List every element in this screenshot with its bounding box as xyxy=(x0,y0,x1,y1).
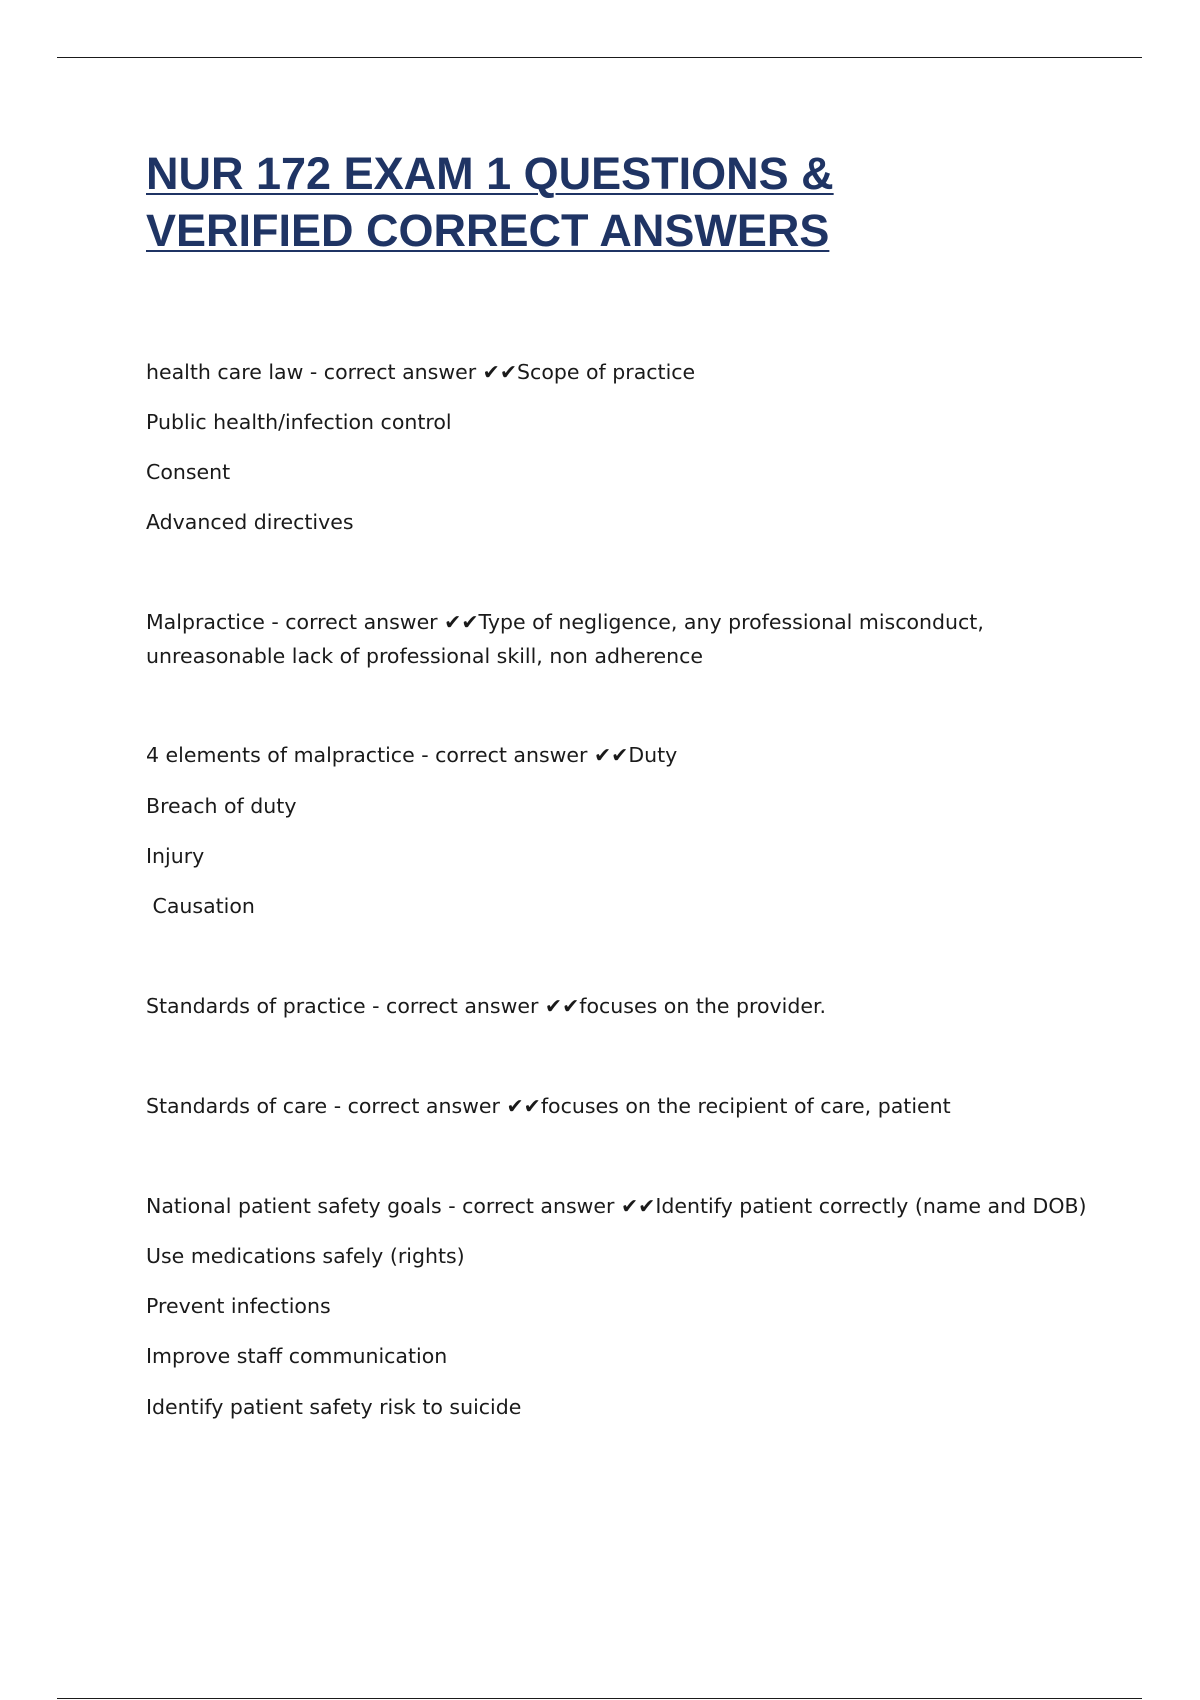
qa-answer-line: Causation xyxy=(146,894,255,918)
qa-answer: focuses on the provider. xyxy=(579,994,827,1018)
qa-answer: Scope of practice xyxy=(517,360,696,384)
document-title xyxy=(146,145,1046,259)
qa-term: National patient safety goals xyxy=(146,1194,442,1218)
qa-answer-line: Public health/infection control xyxy=(146,410,452,434)
qa-term: Malpractice xyxy=(146,610,265,634)
qa-answer-line: unreasonable lack of professional skill, non adherence xyxy=(146,644,704,668)
footer-rule xyxy=(57,1698,1142,1699)
checkmark-icon: ✔✔ xyxy=(620,1194,656,1218)
checkmark-icon: ✔✔ xyxy=(506,1094,541,1118)
qa-separator: - correct answer xyxy=(264,610,445,634)
qa-term: Standards of care xyxy=(146,1094,328,1118)
qa-answer-line: Use medications safely (rights) xyxy=(146,1244,465,1268)
title-line-2: VERIFIED CORRECT ANSWERS xyxy=(146,205,830,256)
qa-answer: Identify patient correctly (name and DOB) xyxy=(655,1194,1087,1218)
header-rule xyxy=(57,57,1142,58)
qa-separator: - correct answer xyxy=(303,360,483,384)
qa-question-line xyxy=(146,738,677,772)
qa-question-line xyxy=(146,355,695,389)
qa-answer-line: Consent xyxy=(146,460,231,484)
qa-answer-line: Breach of duty xyxy=(146,794,297,818)
qa-question-line xyxy=(146,605,984,639)
title-line-1: NUR 172 EXAM 1 QUESTIONS & xyxy=(146,148,834,199)
qa-answer-line: Advanced directives xyxy=(146,510,354,534)
qa-question-line xyxy=(146,1089,951,1123)
qa-answer-line: Improve staff communication xyxy=(146,1344,448,1368)
qa-question-line xyxy=(146,1189,1087,1223)
qa-answer: Duty xyxy=(628,743,678,767)
checkmark-icon: ✔✔ xyxy=(482,360,518,384)
qa-term: health care law xyxy=(146,360,304,384)
qa-separator: - correct answer xyxy=(441,1194,621,1218)
qa-answer-line: Identify patient safety risk to suicide xyxy=(146,1395,522,1419)
qa-term: Standards of practice xyxy=(146,994,366,1018)
qa-answer-line: Prevent infections xyxy=(146,1294,331,1318)
checkmark-icon: ✔✔ xyxy=(544,994,580,1018)
qa-term: 4 elements of malpractice xyxy=(146,743,415,767)
qa-answer: focuses on the recipient of care, patient xyxy=(540,1094,951,1118)
checkmark-icon: ✔✔ xyxy=(444,610,479,634)
qa-separator: - correct answer xyxy=(365,994,545,1018)
qa-answer-line: Injury xyxy=(146,844,205,868)
checkmark-icon: ✔✔ xyxy=(593,743,629,767)
qa-separator: - correct answer xyxy=(414,743,594,767)
qa-question-line xyxy=(146,989,826,1023)
qa-answer: Type of negligence, any professional misconduct, xyxy=(478,610,984,634)
qa-separator: - correct answer xyxy=(327,1094,507,1118)
